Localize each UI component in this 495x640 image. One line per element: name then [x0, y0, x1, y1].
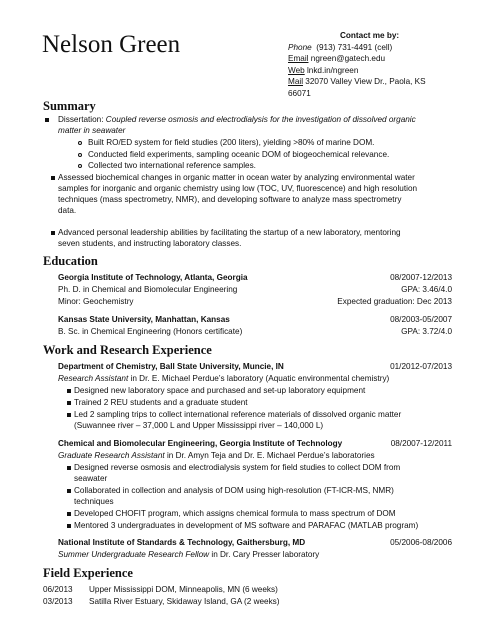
contact-block	[288, 30, 426, 100]
education-heading: Education	[43, 254, 98, 268]
job1-bullet-3-cont: (Suwannee river – 37,000 L and Upper Mississippi river – 140,000 L)	[74, 421, 324, 430]
summary-b2-l4: data.	[58, 206, 77, 215]
summary-b2-l2: samples for inorganic and organic chemistry using low (TOC, UV, fluorescence) and high resolution	[58, 184, 418, 193]
job2-org: Chemical and Biomolecular Engineering, Georgia Institute of Technology	[58, 439, 343, 448]
bullet-icon	[51, 176, 55, 180]
ks-dates: 08/2003-05/2007	[390, 315, 452, 324]
summary-b3-l1: Advanced personal leadership abilities by facilitating the startup of a new laboratory, mentoring	[58, 228, 401, 237]
job2-bullet-4: Mentored 3 undergraduates in development of MS software and PARAFAC (MATLAB program)	[74, 521, 419, 530]
job1-role-rest: in Dr. E. Michael Perdue’s laboratory (Aquatic environmental chemistry)	[130, 374, 390, 383]
bullet-icon	[51, 231, 55, 235]
job3-org: National Institute of Standards & Technology, Gaithersburg, MD	[58, 538, 306, 547]
job1-dates: 01/2012-07/2013	[390, 362, 452, 371]
job3-dates: 05/2006-08/2006	[390, 538, 452, 547]
gt-dates: 08/2007-12/2013	[390, 273, 452, 282]
contact-title: Contact me by:	[340, 31, 400, 40]
job3-role: Summer Undergraduate Research Fellow	[58, 550, 210, 559]
field-row-1-date: 06/2013	[43, 585, 73, 594]
ks-school: Kansas State University, Manhattan, Kansas	[58, 315, 230, 324]
field-row-1-desc: Upper Mississippi DOM, Minneapolis, MN (6 weeks)	[89, 585, 278, 594]
work-heading: Work and Research Experience	[43, 343, 212, 357]
phone-value: (913) 731-4491 (cell)	[316, 42, 393, 52]
mail-line1: 32070 Valley View Dr., Paola, KS	[305, 77, 426, 87]
job2-role-line	[58, 450, 375, 461]
job2-bullet-1: Designed reverse osmosis and electrodialysis system for field studies to collect DOM from	[74, 463, 401, 472]
mail-label: Mail	[288, 77, 304, 87]
web-value[interactable]: lnkd.in/ngreen	[306, 65, 359, 75]
gt-degree: Ph. D. in Chemical and Biomolecular Engineering	[58, 285, 238, 294]
summary-sub-1: Built RO/ED system for field studies (200 liters), yielding >80% of marine DOM.	[88, 138, 375, 147]
job1-bullet-2: Trained 2 REU students and a graduate student	[74, 398, 248, 407]
job2-dates: 08/2007-12/2011	[390, 439, 452, 448]
ks-degree: B. Sc. in Chemical Engineering (Honors certificate)	[58, 327, 243, 336]
job2-bullet-1-cont: seawater	[74, 474, 108, 483]
mail-line2: 66071	[288, 88, 311, 98]
job1-role-line	[58, 373, 389, 384]
summary-b2-l3: techniques (mass spectrometry, NMR), and developing software to analyze mass spectrometry	[58, 195, 402, 204]
job1-bullet-1: Designed new laboratory space and purchased and set-up laboratory equipment	[74, 386, 366, 395]
gt-gpa: GPA: 3.46/4.0	[401, 285, 452, 294]
dissertation-line2: matter in seawater	[58, 126, 126, 135]
job3-role-line	[58, 549, 319, 560]
bullet-icon	[67, 466, 71, 470]
job1-role: Research Assistant	[58, 374, 129, 383]
bullet-icon	[67, 413, 71, 417]
summary-sub-2: Conducted field experiments, sampling oceanic DOM of biogeochemical relevance.	[88, 150, 390, 159]
candidate-name: Nelson Green	[42, 31, 181, 58]
dissertation-label: Dissertation:	[58, 115, 104, 124]
job2-role-rest: in Dr. Amyn Teja and Dr. E. Michael Perdue’s laboratories	[166, 451, 375, 460]
job2-bullet-2: Collaborated in collection and analysis of DOM using high-resolution (FT-ICR-MS, NMR)	[74, 486, 394, 495]
circle-bullet-icon	[78, 164, 82, 168]
bullet-icon	[67, 512, 71, 516]
dissertation-line1	[58, 114, 416, 125]
web-label: Web	[288, 65, 305, 75]
email-label: Email	[288, 54, 309, 64]
field-row-2-desc: Satilla River Estuary, Skidaway Island, GA (2 weeks)	[89, 597, 280, 606]
job3-role-rest: in Dr. Cary Presser laboratory	[211, 550, 320, 559]
field-heading: Field Experience	[43, 566, 133, 580]
job1-bullet-3: Led 2 sampling trips to collect international reference materials of dissolved organic matter	[74, 410, 402, 419]
summary-heading: Summary	[43, 99, 96, 113]
gt-graduation: Expected graduation: Dec 2013	[337, 297, 452, 306]
phone-label: Phone	[288, 42, 312, 52]
gt-school: Georgia Institute of Technology, Atlanta, Georgia	[58, 273, 248, 282]
bullet-icon	[45, 118, 49, 122]
ks-gpa: GPA: 3.72/4.0	[401, 327, 452, 336]
bullet-icon	[67, 489, 71, 493]
gt-minor: Minor: Geochemistry	[58, 297, 134, 306]
job2-bullet-2-cont: techniques	[74, 497, 114, 506]
summary-sub-3: Collected two international reference samples.	[88, 161, 256, 170]
summary-b3-l2: seven students, and instructing laboratory classes.	[58, 239, 242, 248]
circle-bullet-icon	[78, 141, 82, 145]
job2-bullet-3: Developed CHOFIT program, which assigns chemical formula to mass spectrum of DOM	[74, 509, 396, 518]
job2-role: Graduate Research Assistant	[58, 451, 165, 460]
bullet-icon	[67, 389, 71, 393]
bullet-icon	[67, 524, 71, 528]
field-row-2-date: 03/2013	[43, 597, 73, 606]
summary-b2-l1: Assessed biochemical changes in organic matter in ocean water by analyzing environmental water	[58, 173, 415, 182]
dissertation-title: Coupled reverse osmosis and electrodialysis for the investigation of dissolved organic	[105, 115, 416, 124]
email-value[interactable]: ngreen@gatech.edu	[310, 54, 386, 64]
circle-bullet-icon	[78, 153, 82, 157]
job1-org: Department of Chemistry, Ball State University, Muncie, IN	[58, 362, 284, 371]
bullet-icon	[67, 401, 71, 405]
